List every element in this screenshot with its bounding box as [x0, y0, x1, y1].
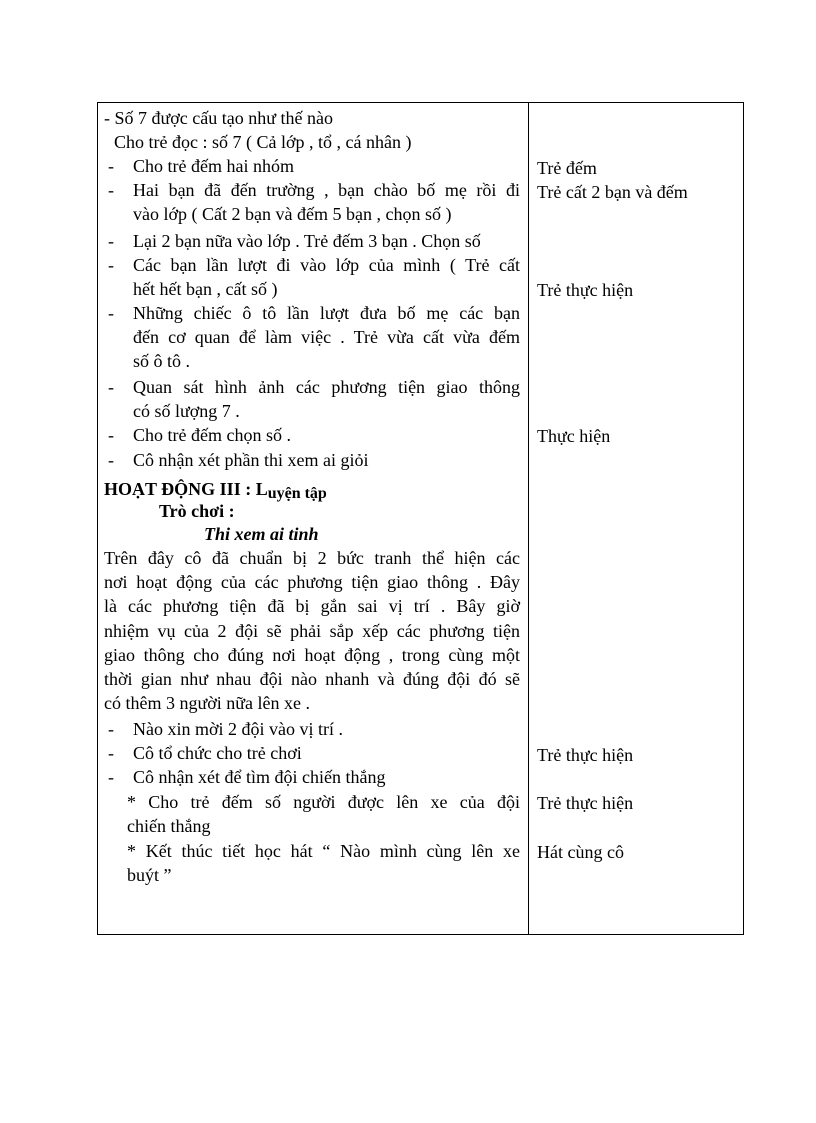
child-activity: Hát cùng cô — [537, 842, 624, 862]
paragraph-line: nơi hoạt động của các phương tiện giao thông . Đây — [104, 572, 520, 592]
list-item: Cô nhận xét để tìm đội chiến thắng — [133, 767, 386, 787]
list-item: Lại 2 bạn nữa vào lớp . Trẻ đếm 3 bạn . Chọn số — [133, 231, 481, 251]
bullet-dash: - — [108, 156, 114, 176]
paragraph-line: thời gian như nhau đội nào nhanh và đúng đội đó sẽ — [104, 669, 520, 689]
paragraph-line: nhiệm vụ của 2 đội sẽ phải sắp xếp các phương tiện — [104, 621, 520, 641]
list-item: có số lượng 7 . — [133, 401, 240, 421]
list-item: Quan sát hình ảnh các phương tiện giao thông — [133, 377, 520, 397]
note-line: buýt ” — [127, 865, 172, 885]
section-heading: HOẠT ĐỘNG III : Luyện tập — [104, 479, 327, 502]
list-item: Cô tổ chức cho trẻ chơi — [133, 743, 302, 763]
list-item: Cho trẻ đếm hai nhóm — [133, 156, 294, 176]
lesson-table — [97, 102, 744, 935]
child-activity: Trẻ đếm — [537, 158, 597, 178]
child-activity: Trẻ cất 2 bạn và đếm — [537, 182, 688, 202]
child-activity: Trẻ thực hiện — [537, 280, 634, 300]
bullet-dash: - — [108, 425, 114, 445]
list-item: Cho trẻ đếm chọn số . — [133, 425, 291, 445]
child-activity: Thực hiện — [537, 426, 611, 446]
note-line: chiến thắng — [127, 816, 211, 836]
bullet-dash: - — [108, 303, 114, 323]
child-activity: Trẻ thực hiện — [537, 745, 634, 765]
list-item: Nào xin mời 2 đội vào vị trí . — [133, 719, 343, 739]
game-label: Trò chơi : — [159, 501, 235, 521]
intro-line: Cho trẻ đọc : số 7 ( Cả lớp , tổ , cá nhân ) — [114, 132, 412, 152]
note-line: * Kết thúc tiết học hát “ Nào mình cùng lên xe — [127, 841, 520, 861]
paragraph-line: giao thông cho đúng nơi hoạt động , trong cùng một — [104, 645, 520, 665]
list-item: số ô tô . — [133, 351, 191, 371]
note-line: * Cho trẻ đếm số người được lên xe của đội — [127, 792, 520, 812]
paragraph-line: có thêm 3 người nữa lên xe . — [104, 693, 310, 713]
bullet-dash: - — [108, 255, 114, 275]
bullet-dash: - — [108, 719, 114, 739]
list-item: Hai bạn đã đến trường , bạn chào bố mẹ rồi đi — [133, 180, 520, 200]
intro-line: - Số 7 được cấu tạo như thế nào — [104, 108, 333, 128]
paragraph-line: là các phương tiện đã bị gắn sai vị trí . Bây giờ — [104, 596, 520, 616]
game-title: Thi xem ai tinh — [204, 524, 319, 544]
list-item: Các bạn lần lượt đi vào lớp của mình ( Trẻ cất — [133, 255, 520, 275]
list-item: Cô nhận xét phần thi xem ai giỏi — [133, 450, 369, 470]
column-divider — [528, 103, 529, 934]
bullet-dash: - — [108, 231, 114, 251]
list-item: đến cơ quan để làm việc . Trẻ vừa cất vừa đếm — [133, 327, 520, 347]
bullet-dash: - — [108, 743, 114, 763]
list-item: Những chiếc ô tô lần lượt đưa bố mẹ các bạn — [133, 303, 520, 323]
bullet-dash: - — [108, 377, 114, 397]
child-activity: Trẻ thực hiện — [537, 793, 634, 813]
list-item: vào lớp ( Cất 2 bạn và đếm 5 bạn , chọn số ) — [133, 204, 452, 224]
bullet-dash: - — [108, 180, 114, 200]
list-item: hết hết bạn , cất số ) — [133, 279, 278, 299]
bullet-dash: - — [108, 767, 114, 787]
bullet-dash: - — [108, 450, 114, 470]
paragraph-line: Trên đây cô đã chuẩn bị 2 bức tranh thể hiện các — [104, 548, 520, 568]
